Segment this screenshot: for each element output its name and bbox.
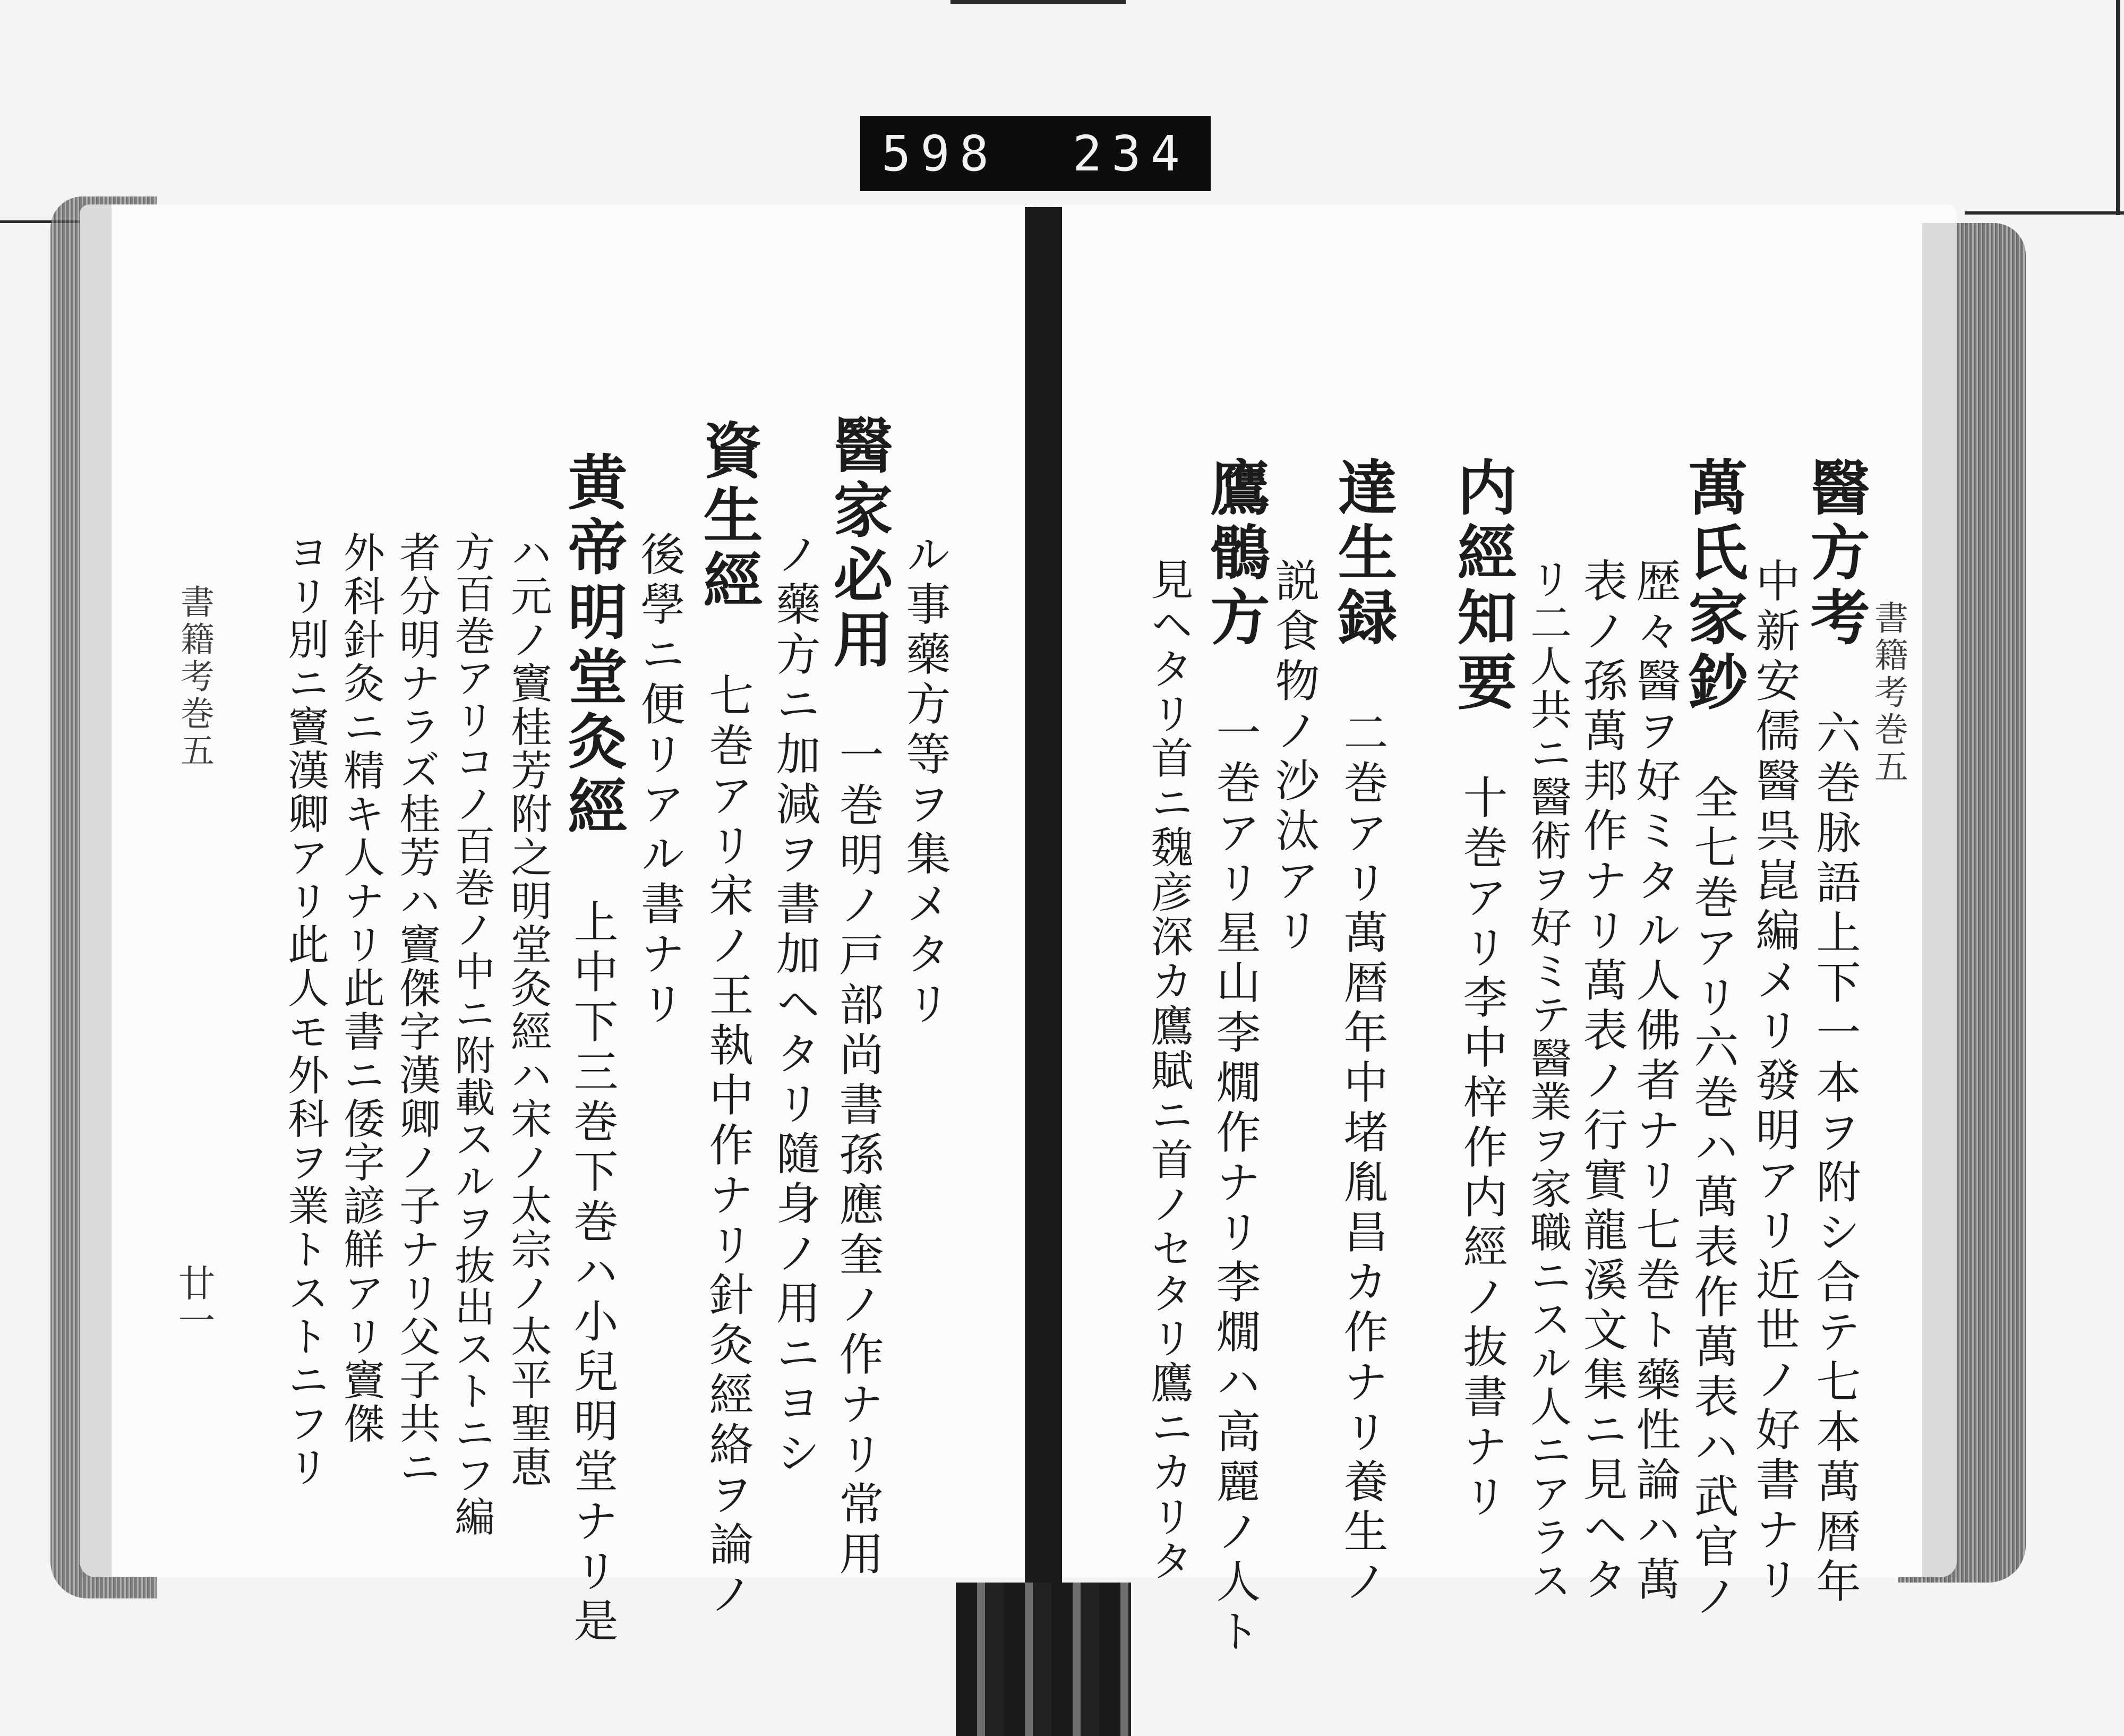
entry-text: 中新安儒醫呉崑編メリ發明アリ近世ノ好書ナリ [1749,558,1801,1606]
entry-title: 内經知要 [1448,457,1517,716]
entry-text: 全七巻アリ六巻ハ萬表作萬表ハ武官ノ [1687,774,1739,1623]
left-running-head: 書籍考巻五 [175,584,214,770]
left-col-4 [693,420,763,1621]
left-page [80,204,1033,1577]
entry-text: リ二人共ニ醫術ヲ好ミテ醫業ヲ家職ニスル人ニアラス [1523,558,1571,1603]
right-page-shadow [1922,223,1959,1577]
entry-title: 黄帝明堂灸經 [558,451,628,840]
left-col-8 [448,531,495,1538]
entry-title: 鷹鶻方 [1201,457,1270,651]
top-tab [950,0,1126,4]
left-col-2 [824,414,893,1580]
frame-line-right-vertical [2116,0,2120,215]
right-col-4 [1629,558,1681,1606]
left-col-7 [504,531,552,1489]
plate-left-number: 598 [881,125,999,182]
entry-text: 説食物ノ沙汰アリ [1268,558,1320,957]
entry-title: 醫方考 [1801,457,1870,651]
entry-text: 六巻脉語上下一本ヲ附シ合テ七本萬暦年 [1809,709,1861,1608]
entry-text: 方百巻アリコノ百巻ノ中ニ附載スルヲ抜出ストニフ編 [448,531,495,1538]
frame-line-right [1965,211,2124,215]
left-col-1 [899,531,951,1030]
left-col-5 [633,531,686,1030]
entry-title: 達生録 [1328,457,1398,651]
entry-text: 表ノ孫萬邦作ナリ萬表ノ行實龍溪文集ニ見ヘタ [1576,558,1628,1606]
right-col-10 [1201,457,1270,1658]
entry-text: 上中下三巻下巻ハ小兒明堂ナリ是 [567,899,619,1647]
right-col-11 [1144,558,1193,1584]
entry-text: 後學ニ便リアル書ナリ [633,531,686,1030]
left-col-9 [392,531,440,1489]
left-col-10 [337,531,384,1446]
right-col-5 [1576,558,1628,1606]
entry-text: 七巻アリ宋ノ王執中作ナリ針灸經絡ヲ論ノ [702,672,754,1621]
entry-text: ル事藥方等ヲ集メタリ [899,531,951,1030]
left-page-shadow [80,204,112,1577]
entry-text: 見ヘタリ首ニ魏彦深カ鷹賦ニ首ノセタリ鷹ニカリタ [1144,558,1193,1584]
entry-text: 二巻アリ萬暦年中堵胤昌カ作ナリ養生ノ [1337,709,1389,1608]
entry-title: 醫家必用 [824,414,893,673]
entry-text: 者分明ナラズ桂芳ハ竇傑字漢卿ノ子ナリ父子共ニ [392,531,440,1489]
left-col-6 [558,451,628,1647]
plate-right-number: 234 [1072,125,1189,182]
right-col-8 [1328,457,1398,1608]
entry-title: 萬氏家鈔 [1678,457,1748,716]
right-col-1 [1801,457,1870,1608]
entry-text: 外科針灸ニ精キ人ナリ此書ニ倭字諺觧アリ竇傑 [337,531,384,1446]
entry-text: 一巻アリ星山李燗作ナリ李燗ハ高麗ノ人ト [1209,709,1261,1658]
right-col-7 [1448,457,1517,1523]
left-folio: 廿一 [172,1264,216,1338]
left-col-3 [769,531,821,1480]
right-col-6 [1523,558,1571,1603]
entry-text: 一巻明ノ戸部尚書孫應奎ノ作ナリ常用 [832,732,884,1580]
entry-text: ハ元ノ竇桂芳附之明堂灸經ハ宋ノ太宗ノ太平聖恵 [504,531,552,1489]
entry-text: 十巻アリ李中梓作内經ノ抜書ナリ [1456,774,1508,1523]
right-col-9 [1268,558,1320,957]
entry-title: 資生經 [693,420,763,614]
archive-number-plate [860,116,1211,191]
entry-text: ヨリ別ニ竇漢卿アリ此人モ外科ヲ業トストニフリ [281,531,329,1489]
right-col-2 [1749,558,1801,1606]
book-spine-bottom [956,1583,1131,1736]
entry-text: 歴々醫ヲ好ミタル人佛者ナリ七巻ト藥性論ハ萬 [1629,558,1681,1606]
entry-text: ノ藥方ニ加減ヲ書加ヘタリ隨身ノ用ニヨシ [769,531,821,1480]
right-col-3 [1678,457,1748,1623]
right-running-head: 書籍考巻五 [1869,600,1908,786]
left-col-11 [281,531,329,1489]
book-gutter [1025,207,1062,1583]
